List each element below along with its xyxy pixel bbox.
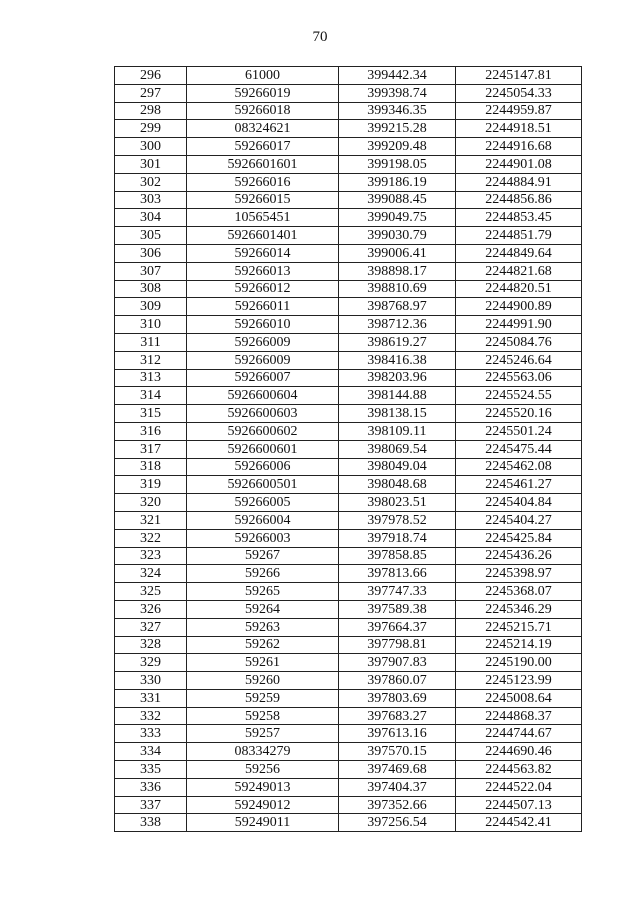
point-number-cell: 317 [115, 440, 187, 458]
point-number-cell: 336 [115, 778, 187, 796]
y-coordinate-cell: 2244991.90 [456, 316, 582, 334]
point-number-cell: 330 [115, 672, 187, 690]
point-id-cell: 5926601401 [187, 227, 339, 245]
x-coordinate-cell: 397798.81 [339, 636, 456, 654]
y-coordinate-cell: 2244853.45 [456, 209, 582, 227]
point-id-cell: 59266006 [187, 458, 339, 476]
point-number-cell: 305 [115, 227, 187, 245]
y-coordinate-cell: 2245524.55 [456, 387, 582, 405]
table-row [115, 618, 582, 636]
point-number-cell: 337 [115, 796, 187, 814]
point-id-cell: 5926600604 [187, 387, 339, 405]
point-id-cell: 59266017 [187, 138, 339, 156]
point-number-cell: 324 [115, 565, 187, 583]
table-row [115, 600, 582, 618]
point-number-cell: 327 [115, 618, 187, 636]
y-coordinate-cell: 2245501.24 [456, 422, 582, 440]
y-coordinate-cell: 2244542.41 [456, 814, 582, 832]
point-id-cell: 59258 [187, 707, 339, 725]
y-coordinate-cell: 2245425.84 [456, 529, 582, 547]
x-coordinate-cell: 398203.96 [339, 369, 456, 387]
x-coordinate-cell: 397860.07 [339, 672, 456, 690]
table-row [115, 654, 582, 672]
x-coordinate-cell: 399186.19 [339, 173, 456, 191]
y-coordinate-cell: 2244507.13 [456, 796, 582, 814]
point-id-cell: 59266005 [187, 494, 339, 512]
table-row [115, 102, 582, 120]
x-coordinate-cell: 399198.05 [339, 155, 456, 173]
point-number-cell: 308 [115, 280, 187, 298]
table-row [115, 405, 582, 423]
point-id-cell: 59260 [187, 672, 339, 690]
x-coordinate-cell: 399006.41 [339, 244, 456, 262]
table-row [115, 725, 582, 743]
x-coordinate-cell: 397352.66 [339, 796, 456, 814]
y-coordinate-cell: 2245436.26 [456, 547, 582, 565]
x-coordinate-cell: 398048.68 [339, 476, 456, 494]
point-number-cell: 298 [115, 102, 187, 120]
point-id-cell: 59264 [187, 600, 339, 618]
point-number-cell: 333 [115, 725, 187, 743]
point-number-cell: 335 [115, 761, 187, 779]
table-row [115, 173, 582, 191]
x-coordinate-cell: 397813.66 [339, 565, 456, 583]
x-coordinate-cell: 398810.69 [339, 280, 456, 298]
point-id-cell: 59266016 [187, 173, 339, 191]
x-coordinate-cell: 399398.74 [339, 84, 456, 102]
point-id-cell: 59266014 [187, 244, 339, 262]
point-number-cell: 312 [115, 351, 187, 369]
point-id-cell: 59266009 [187, 333, 339, 351]
table-row [115, 689, 582, 707]
y-coordinate-cell: 2244916.68 [456, 138, 582, 156]
point-id-cell: 59249012 [187, 796, 339, 814]
x-coordinate-cell: 398109.11 [339, 422, 456, 440]
point-id-cell: 59259 [187, 689, 339, 707]
point-number-cell: 301 [115, 155, 187, 173]
point-id-cell: 59266019 [187, 84, 339, 102]
y-coordinate-cell: 2244884.91 [456, 173, 582, 191]
point-number-cell: 316 [115, 422, 187, 440]
y-coordinate-cell: 2244820.51 [456, 280, 582, 298]
y-coordinate-cell: 2245008.64 [456, 689, 582, 707]
table-row [115, 761, 582, 779]
point-id-cell: 59249013 [187, 778, 339, 796]
point-number-cell: 329 [115, 654, 187, 672]
y-coordinate-cell: 2244821.68 [456, 262, 582, 280]
point-number-cell: 326 [115, 600, 187, 618]
x-coordinate-cell: 399215.28 [339, 120, 456, 138]
y-coordinate-cell: 2244868.37 [456, 707, 582, 725]
y-coordinate-cell: 2245346.29 [456, 600, 582, 618]
table-row [115, 529, 582, 547]
point-number-cell: 304 [115, 209, 187, 227]
table-row [115, 440, 582, 458]
x-coordinate-cell: 398138.15 [339, 405, 456, 423]
point-id-cell: 59256 [187, 761, 339, 779]
point-number-cell: 318 [115, 458, 187, 476]
y-coordinate-cell: 2245398.97 [456, 565, 582, 583]
x-coordinate-cell: 398069.54 [339, 440, 456, 458]
y-coordinate-cell: 2245404.84 [456, 494, 582, 512]
point-id-cell: 59266010 [187, 316, 339, 334]
point-number-cell: 332 [115, 707, 187, 725]
x-coordinate-cell: 397664.37 [339, 618, 456, 636]
page-number: 70 [312, 29, 328, 45]
point-number-cell: 309 [115, 298, 187, 316]
table-row [115, 458, 582, 476]
point-id-cell: 5926600501 [187, 476, 339, 494]
y-coordinate-cell: 2244901.08 [456, 155, 582, 173]
x-coordinate-cell: 398416.38 [339, 351, 456, 369]
point-number-cell: 296 [115, 67, 187, 85]
x-coordinate-cell: 397858.85 [339, 547, 456, 565]
point-number-cell: 303 [115, 191, 187, 209]
x-coordinate-cell: 397978.52 [339, 511, 456, 529]
table-row [115, 796, 582, 814]
table-row [115, 707, 582, 725]
y-coordinate-cell: 2245246.64 [456, 351, 582, 369]
table-row [115, 511, 582, 529]
x-coordinate-cell: 398049.04 [339, 458, 456, 476]
point-id-cell: 59266004 [187, 511, 339, 529]
point-number-cell: 331 [115, 689, 187, 707]
point-id-cell: 08334279 [187, 743, 339, 761]
table-row [115, 494, 582, 512]
x-coordinate-cell: 399209.48 [339, 138, 456, 156]
x-coordinate-cell: 397907.83 [339, 654, 456, 672]
table-row [115, 636, 582, 654]
table-row [115, 778, 582, 796]
point-number-cell: 325 [115, 583, 187, 601]
x-coordinate-cell: 399346.35 [339, 102, 456, 120]
point-number-cell: 315 [115, 405, 187, 423]
table-row [115, 209, 582, 227]
y-coordinate-cell: 2245054.33 [456, 84, 582, 102]
point-number-cell: 300 [115, 138, 187, 156]
x-coordinate-cell: 398712.36 [339, 316, 456, 334]
table-row [115, 262, 582, 280]
x-coordinate-cell: 397613.16 [339, 725, 456, 743]
point-number-cell: 323 [115, 547, 187, 565]
table-row [115, 316, 582, 334]
point-id-cell: 59266015 [187, 191, 339, 209]
point-id-cell: 5926601601 [187, 155, 339, 173]
point-number-cell: 321 [115, 511, 187, 529]
y-coordinate-cell: 2244744.67 [456, 725, 582, 743]
table-row [115, 672, 582, 690]
y-coordinate-cell: 2244690.46 [456, 743, 582, 761]
table-row [115, 369, 582, 387]
point-id-cell: 5926600603 [187, 405, 339, 423]
x-coordinate-cell: 397747.33 [339, 583, 456, 601]
x-coordinate-cell: 399049.75 [339, 209, 456, 227]
point-id-cell: 59266003 [187, 529, 339, 547]
x-coordinate-cell: 399030.79 [339, 227, 456, 245]
x-coordinate-cell: 398619.27 [339, 333, 456, 351]
point-id-cell: 59263 [187, 618, 339, 636]
point-id-cell: 59257 [187, 725, 339, 743]
point-id-cell: 10565451 [187, 209, 339, 227]
point-number-cell: 319 [115, 476, 187, 494]
point-number-cell: 334 [115, 743, 187, 761]
x-coordinate-cell: 397404.37 [339, 778, 456, 796]
y-coordinate-cell: 2245084.76 [456, 333, 582, 351]
table-row [115, 227, 582, 245]
table-row [115, 138, 582, 156]
point-id-cell: 59262 [187, 636, 339, 654]
point-id-cell: 59266013 [187, 262, 339, 280]
x-coordinate-cell: 398023.51 [339, 494, 456, 512]
point-id-cell: 59266007 [187, 369, 339, 387]
point-id-cell: 59266 [187, 565, 339, 583]
point-number-cell: 328 [115, 636, 187, 654]
point-id-cell: 59266009 [187, 351, 339, 369]
y-coordinate-cell: 2244849.64 [456, 244, 582, 262]
point-id-cell: 5926600602 [187, 422, 339, 440]
table-row [115, 547, 582, 565]
y-coordinate-cell: 2245368.07 [456, 583, 582, 601]
point-number-cell: 299 [115, 120, 187, 138]
point-number-cell: 311 [115, 333, 187, 351]
y-coordinate-cell: 2244856.86 [456, 191, 582, 209]
x-coordinate-cell: 397683.27 [339, 707, 456, 725]
point-number-cell: 302 [115, 173, 187, 191]
table-row [115, 298, 582, 316]
point-number-cell: 307 [115, 262, 187, 280]
point-id-cell: 59266018 [187, 102, 339, 120]
x-coordinate-cell: 398898.17 [339, 262, 456, 280]
point-number-cell: 322 [115, 529, 187, 547]
table-row [115, 280, 582, 298]
x-coordinate-cell: 397570.15 [339, 743, 456, 761]
x-coordinate-cell: 397256.54 [339, 814, 456, 832]
table-row [115, 67, 582, 85]
table-row [115, 565, 582, 583]
table-row [115, 583, 582, 601]
point-id-cell: 61000 [187, 67, 339, 85]
table-row [115, 155, 582, 173]
x-coordinate-cell: 397803.69 [339, 689, 456, 707]
table-row [115, 476, 582, 494]
table-row [115, 351, 582, 369]
point-id-cell: 59249011 [187, 814, 339, 832]
y-coordinate-cell: 2245147.81 [456, 67, 582, 85]
x-coordinate-cell: 399088.45 [339, 191, 456, 209]
x-coordinate-cell: 397918.74 [339, 529, 456, 547]
coordinates-table-body [115, 67, 582, 832]
point-id-cell: 59266012 [187, 280, 339, 298]
y-coordinate-cell: 2245123.99 [456, 672, 582, 690]
table-row [115, 191, 582, 209]
point-id-cell: 59267 [187, 547, 339, 565]
x-coordinate-cell: 397469.68 [339, 761, 456, 779]
point-id-cell: 5926600601 [187, 440, 339, 458]
point-number-cell: 310 [115, 316, 187, 334]
table-row [115, 84, 582, 102]
x-coordinate-cell: 399442.34 [339, 67, 456, 85]
table-row [115, 333, 582, 351]
point-number-cell: 313 [115, 369, 187, 387]
y-coordinate-cell: 2245215.71 [456, 618, 582, 636]
y-coordinate-cell: 2245563.06 [456, 369, 582, 387]
table-row [115, 743, 582, 761]
y-coordinate-cell: 2244918.51 [456, 120, 582, 138]
table-row [115, 422, 582, 440]
point-number-cell: 297 [115, 84, 187, 102]
table-row [115, 387, 582, 405]
y-coordinate-cell: 2245461.27 [456, 476, 582, 494]
y-coordinate-cell: 2244900.89 [456, 298, 582, 316]
y-coordinate-cell: 2245475.44 [456, 440, 582, 458]
y-coordinate-cell: 2245190.00 [456, 654, 582, 672]
point-number-cell: 306 [115, 244, 187, 262]
point-number-cell: 338 [115, 814, 187, 832]
y-coordinate-cell: 2245214.19 [456, 636, 582, 654]
y-coordinate-cell: 2245520.16 [456, 405, 582, 423]
point-id-cell: 59265 [187, 583, 339, 601]
point-number-cell: 320 [115, 494, 187, 512]
y-coordinate-cell: 2244563.82 [456, 761, 582, 779]
y-coordinate-cell: 2245462.08 [456, 458, 582, 476]
coordinates-table [114, 66, 582, 832]
point-id-cell: 59261 [187, 654, 339, 672]
x-coordinate-cell: 398768.97 [339, 298, 456, 316]
y-coordinate-cell: 2244522.04 [456, 778, 582, 796]
x-coordinate-cell: 397589.38 [339, 600, 456, 618]
x-coordinate-cell: 398144.88 [339, 387, 456, 405]
table-row [115, 244, 582, 262]
table-row [115, 814, 582, 832]
point-id-cell: 08324621 [187, 120, 339, 138]
table-row [115, 120, 582, 138]
point-number-cell: 314 [115, 387, 187, 405]
y-coordinate-cell: 2244851.79 [456, 227, 582, 245]
point-id-cell: 59266011 [187, 298, 339, 316]
y-coordinate-cell: 2245404.27 [456, 511, 582, 529]
y-coordinate-cell: 2244959.87 [456, 102, 582, 120]
